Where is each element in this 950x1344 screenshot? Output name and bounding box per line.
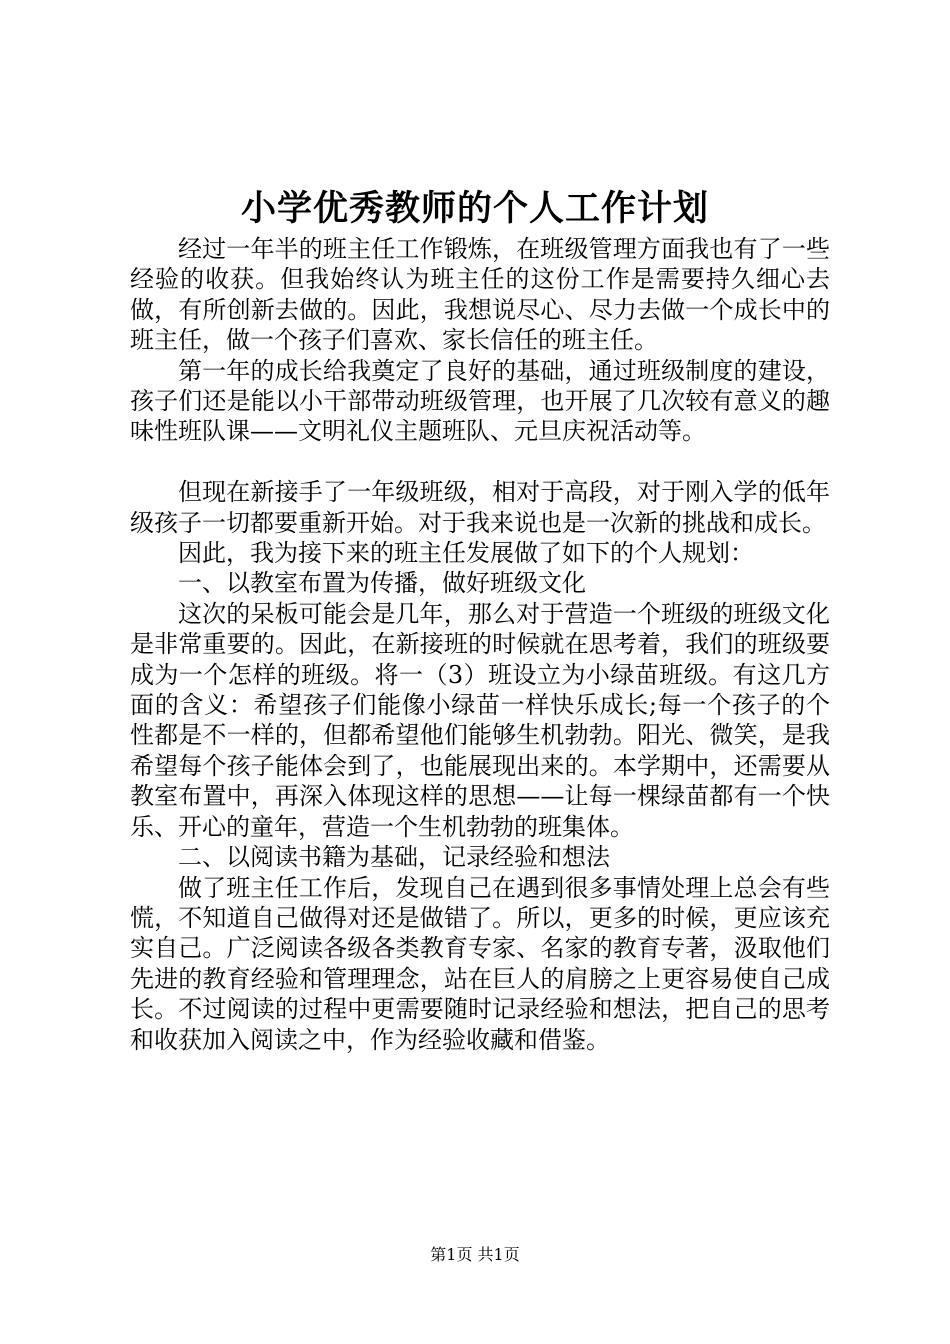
paragraph-spacer bbox=[130, 447, 830, 477]
page-footer: 第1页 共1页 bbox=[430, 1245, 520, 1264]
paragraph-reading: 做了班主任工作后，发现自己在遇到很多事情处理上总会有些慌，不知道自己做得对还是做错了。所以，更多的时候，更应该充实自己。广泛阅读各级各类教育专家、名家的教育专著，汲取他们先进的教育经验和管理理念，站在巨人的肩膀之上更容易使自己成长。不过阅读的过程中更需要随时记录经验和想法，把自己的思考和收获加入阅读之中，作为经验收藏和借鉴。 bbox=[130, 873, 830, 1054]
paragraph-new-class: 但现在新接手了一年级班级，相对于高段，对于刚入学的低年级孩子一切都要重新开始。对于我来说也是一次新的挑战和成长。 bbox=[130, 478, 830, 537]
paragraph-intro: 经过一年半的班主任工作锻炼，在班级管理方面我也有了一些经验的收获。但我始终认为班主任的这份工作是需要持久细心去做，有所创新去做的。因此，我想说尽心、尽力去做一个成长中的班主任，做一个孩子们喜欢、家长信任的班主任。 bbox=[130, 235, 830, 355]
document-body bbox=[130, 234, 830, 1055]
section-heading-1: 一、以教室布置为传播，做好班级文化 bbox=[178, 569, 586, 598]
paragraph-plan-intro: 因此，我为接下来的班主任发展做了如下的个人规划： bbox=[178, 539, 754, 568]
paragraph-classroom-culture: 这次的呆板可能会是几年，那么对于营造一个班级的班级文化是非常重要的。因此，在新接班的时候就在思考着，我们的班级要成为一个怎样的班级。将一（3）班设立为小绿苗班级。有这几方面的含义：希望孩子们能像小绿苗一样快乐成长;每一个孩子的个性都是不一样的，但都希望他们能够生机勃勃。阳光、微笑，是我希望每个孩子能体会到了，也能展现出来的。本学期中，还需要从教室布置中，再深入体现这样的思想——让每一棵绿苗都有一个快乐、开心的童年，营造一个生机勃勃的班集体。 bbox=[130, 599, 830, 841]
paragraph-first-year: 第一年的成长给我奠定了良好的基础，通过班级制度的建设，孩子们还是能以小干部带动班级管理，也开展了几次较有意义的趣味性班队课——文明礼仪主题班队、元旦庆祝活动等。 bbox=[130, 356, 830, 446]
section-heading-2: 二、以阅读书籍为基础，记录经验和想法 bbox=[178, 843, 610, 872]
document-title: 小学优秀教师的个人工作计划 bbox=[240, 188, 709, 229]
